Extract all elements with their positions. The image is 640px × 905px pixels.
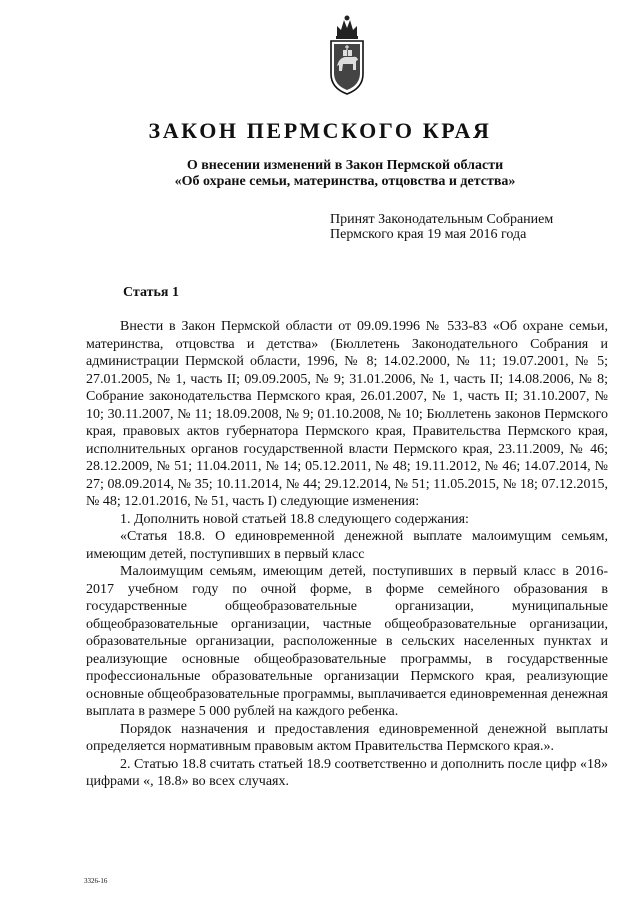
law-subtitle (150, 158, 540, 190)
paragraph-item-1: 1. Дополнить новой статьей 18.8 следующего содержания: (120, 511, 469, 527)
subtitle-line-2: «Об охране семьи, материнства, отцовства и детства» (174, 174, 516, 189)
subtitle-line-1: О внесении изменений в Закон Пермской области (186, 158, 504, 173)
article-body (86, 318, 608, 791)
document-title: ЗАКОН ПЕРМСКОГО КРАЯ (148, 118, 492, 143)
paragraph-payment-procedure: Порядок назначения и предоставления единовременной денежной выплаты определяется нормативным правовым актом Правительства Пермского края.». (86, 721, 608, 754)
adoption-line-1: Принят Законодательным Собранием (330, 212, 554, 227)
paragraph-item-2: 2. Статью 18.8 считать статьей 18.9 соответственно и дополнить после цифр «18» цифрами «, 18.8» во всех случаях. (86, 756, 608, 789)
article-heading: Статья 1 (123, 285, 179, 300)
paragraph-amendment-intro: Внести в Закон Пермской области от 09.09.1996 № 533-83 «Об охране семьи, материнства, отцовства и детства» (Бюллетень Законодательного Собрания и администрации Пермской области, 1996, № 8; 14.02.2000, № 11; 19.07.2001, № 5; 27.01.2005, № 1, часть II; 09.09.2005, № 9; 31.01.2006, № 1, часть II; 14.08.2006, № 8; Собрание законодательства Пермского края, 26.01.2007, № 1, часть II; 31.10.2007, № 10; 30.11.2007, № 11; 18.09.2008, № 9; 01.10.2008, № 10; Бюллетень законов Пермского края, правовых актов губернатора Пермского края, Правительства Пермского края, исполнительных органов государственной власти Пермского края, 23.11.2009, № 46; 28.12.2009, № 51; 11.04.2011, № 14; 05.12.2011, № 48; 19.11.2012, № 46; 14.07.2014, № 27; 08.09.2014, № 35; 10.11.2014, № 44; 29.12.2014, № 51; 11.05.2015, № 18; 07.12.2015, № 48; 12.01.2016, № 51, часть I) следующие изменения: (86, 319, 608, 509)
adoption-note (330, 212, 600, 242)
paragraph-payment-conditions: Малоимущим семьям, имеющим детей, поступивших в первый класс в 2016-2017 учебном году по очной форме, в форме семейного образования в государственные общеобразовательные организации, муниципальные общеобразовательные организации, частные общеобразовательные организации, образовательные организации, расположенные в сельских населенных пунктах и реализующие основные общеобразовательные программы, в государственные профессиональные образовательные организации Пермского края, реализующие основные общеобразовательные программы, выплачивается единовременная денежная выплата в размере 5 000 рублей на каждого ребенка. (86, 564, 608, 719)
coat-of-arms-icon (325, 14, 369, 98)
adoption-line-2: Пермского края 19 мая 2016 года (330, 227, 527, 242)
paragraph-new-article-title: «Статья 18.8. О единовременной денежной выплате малоимущим семьям, имеющим детей, поступивших в первый класс (86, 529, 608, 562)
document-number: 3326-16 (84, 877, 108, 885)
